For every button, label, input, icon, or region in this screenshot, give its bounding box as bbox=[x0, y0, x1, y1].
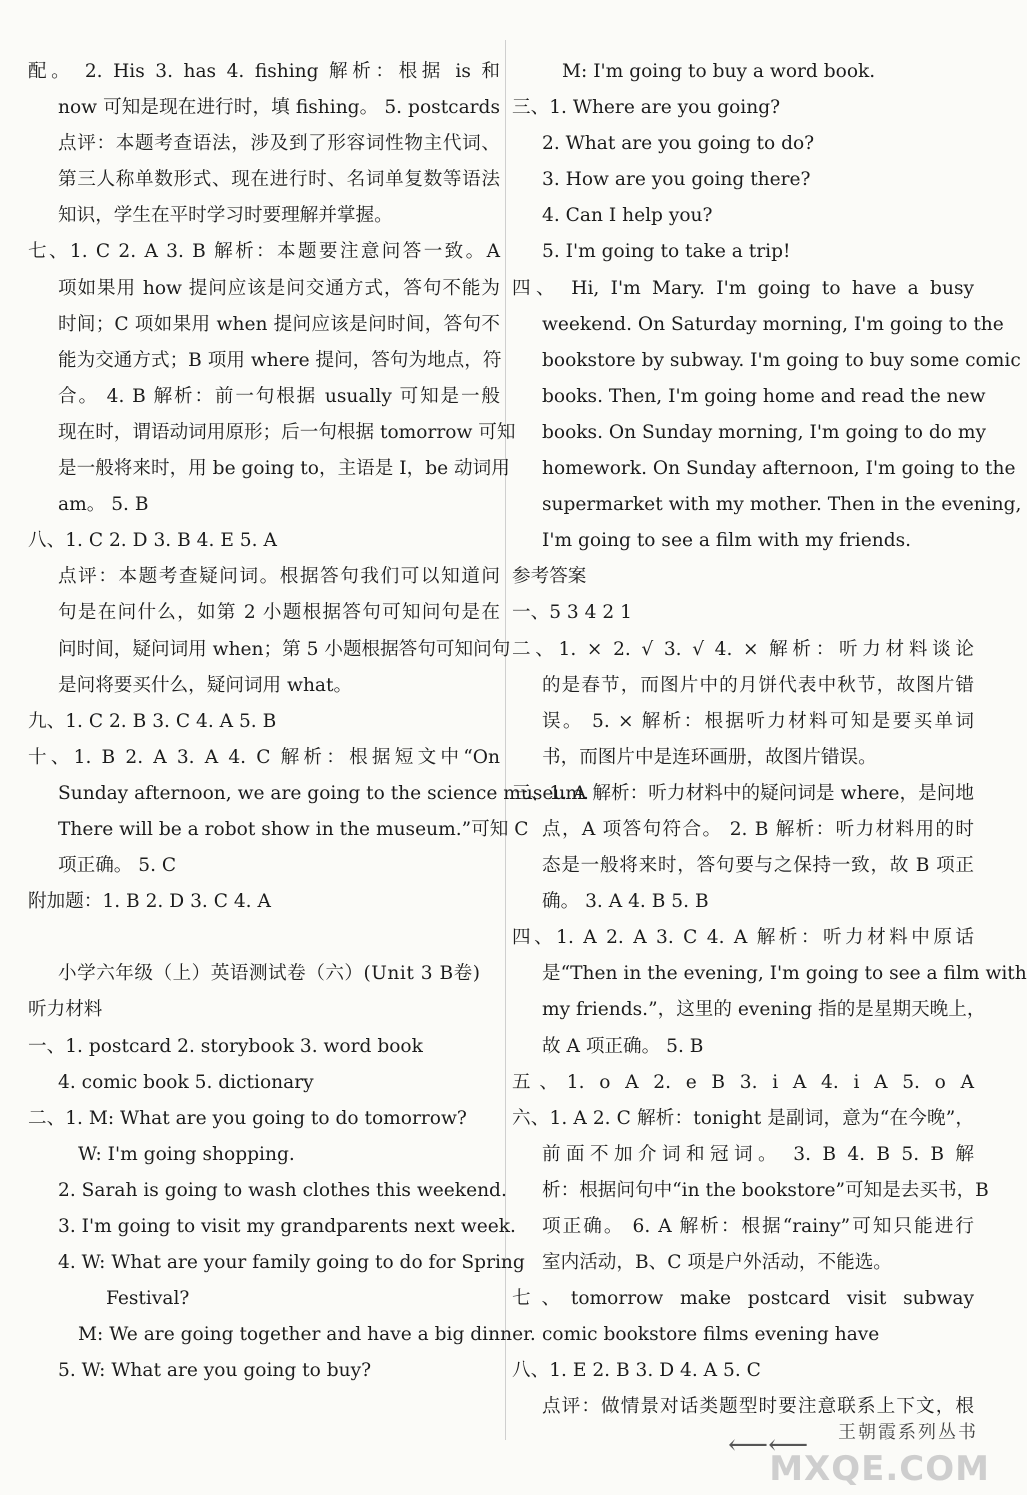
left-line: 现在时，谓语动词用原形；后一句根据 tomorrow 可知 bbox=[58, 421, 516, 443]
left-line: now 可知是现在进行时，填 fishing。 5. postcards bbox=[58, 97, 500, 119]
right-line: weekend. On Saturday morning, I'm going to the bbox=[542, 313, 1004, 335]
left-line: 能为交通方式；B 项用 where 提问，答句为地点，符 bbox=[58, 349, 502, 371]
left-line: 4. W: What are your family going to do for Spring bbox=[58, 1252, 525, 1274]
right-line: 5. I'm going to take a trip! bbox=[542, 241, 791, 263]
right-line: 是“Then in the evening, I'm going to see a film with bbox=[542, 963, 1027, 985]
left-line: 点评：本题考查疑问词。根据答句我们可以知道问 bbox=[58, 566, 500, 588]
left-line bbox=[28, 920, 500, 956]
right-line: 4. Can I help you? bbox=[542, 205, 713, 227]
left-line: 配。 2. His 3. has 4. fishing 解析：根据 is 和 bbox=[28, 61, 500, 82]
left-line: 二、1. M: What are you going to do tomorrow? bbox=[28, 1107, 467, 1129]
right-line: 误。 5. × 解析：根据听力材料可知是要买单词 bbox=[542, 710, 974, 732]
right-line: 态是一般将来时，答句要与之保持一致，故 B 项正 bbox=[542, 855, 974, 877]
left-line: 3. I'm going to visit my grandparents next week. bbox=[58, 1216, 516, 1237]
left-line: W: I'm going shopping. bbox=[78, 1143, 295, 1165]
left-line: 项如果用 how 提问应该是问交通方式，答句不能为 bbox=[58, 277, 500, 299]
right-line: homework. On Sunday afternoon, I'm going to the bbox=[542, 458, 1016, 480]
left-line: There will be a robot show in the museum.”可知 C bbox=[58, 818, 529, 840]
left-line: 听力材料 bbox=[28, 999, 103, 1021]
right-line: 2. What are you going to do? bbox=[542, 133, 815, 155]
right-line: 一、5 3 4 2 1 bbox=[512, 602, 632, 624]
right-column bbox=[512, 54, 1027, 1426]
left-line: Sunday afternoon, we are going to the science museum. bbox=[58, 782, 589, 804]
left-line: 4. comic book 5. dictionary bbox=[58, 1071, 314, 1093]
left-line: 时间；C 项如果用 when 提问应该是问时间，答句不 bbox=[58, 313, 500, 335]
left-line: M: We are going together and have a big dinner. bbox=[78, 1324, 536, 1346]
right-line: 三、1. Where are you going? bbox=[512, 97, 781, 119]
right-line: 室内活动，B、C 项是户外活动，不能选。 bbox=[542, 1252, 892, 1274]
right-line: 前面不加介词和冠词。 3. B 4. B 5. B 解 bbox=[542, 1143, 974, 1165]
right-line: 析：根据问句中“in the bookstore”可知是去买书，B bbox=[542, 1179, 989, 1201]
series-name: 王朝霞系列丛书 bbox=[838, 1422, 978, 1443]
left-line: 七、1. C 2. A 3. B 解析：本题要注意问答一致。A bbox=[28, 241, 500, 263]
right-line: 的是春节，而图片中的月饼代表中秋节，故图片错 bbox=[542, 674, 974, 696]
right-line: 三、1. A 解析：听力材料中的疑问词是 where，是问地 bbox=[512, 782, 974, 804]
arrow-icon: ⟵⟵ bbox=[728, 1428, 809, 1461]
right-line: 书，而图片中是连环画册，故图片错误。 bbox=[542, 746, 877, 768]
right-line: 二、1. × 2. √ 3. √ 4. × 解析：听力材料谈论 bbox=[512, 638, 974, 660]
right-line: 点评：做情景对话类题型时要注意联系上下文，根 bbox=[542, 1396, 974, 1418]
left-line: 是问将要买什么，疑问词用 what。 bbox=[58, 674, 353, 696]
left-line: 十、1. B 2. A 3. A 4. C 解析：根据短文中“On bbox=[28, 746, 500, 768]
right-line: 故 A 项正确。 5. B bbox=[542, 1035, 704, 1057]
left-line: Festival? bbox=[106, 1288, 190, 1310]
right-line: bookstore by subway. I'm going to buy some comic bbox=[542, 349, 1021, 371]
left-line: 句是在问什么，如第 2 小题根据答句可知问句是在 bbox=[58, 602, 500, 624]
left-line: 5. W: What are you going to buy? bbox=[58, 1360, 372, 1382]
right-line: books. Then, I'm going home and read the new bbox=[542, 385, 986, 407]
right-line: supermarket with my mother. Then in the evening, bbox=[542, 494, 1022, 516]
right-line: 五、1. o A 2. e B 3. i A 4. i A 5. o A bbox=[512, 1071, 974, 1093]
right-line: 参考答案 bbox=[512, 566, 587, 588]
left-line: 小学六年级（上）英语测试卷（六）(Unit 3 B卷) bbox=[58, 963, 481, 985]
right-line: 3. How are you going there? bbox=[542, 169, 811, 191]
right-line: 四、 Hi, I'm Mary. I'm going to have a busy bbox=[512, 277, 974, 299]
left-line: 项正确。 5. C bbox=[58, 855, 177, 877]
left-line: 合。 4. B 解析：前一句根据 usually 可知是一般 bbox=[58, 385, 500, 407]
right-line: 七、tomorrow make postcard visit subway bbox=[512, 1288, 974, 1310]
right-line: my friends.”，这里的 evening 指的是星期天晚上， bbox=[542, 999, 986, 1021]
left-line: 九、1. C 2. B 3. C 4. A 5. B bbox=[28, 710, 277, 732]
right-line: comic bookstore films evening have bbox=[542, 1324, 880, 1346]
right-line: books. On Sunday morning, I'm going to do my bbox=[542, 421, 987, 443]
right-line: I'm going to see a film with my friends. bbox=[542, 530, 912, 552]
left-line: am。 5. B bbox=[58, 494, 149, 516]
right-line: 六、1. A 2. C 解析：tonight 是副词，意为“在今晚”， bbox=[512, 1107, 974, 1129]
left-line: 附加题：1. B 2. D 3. C 4. A bbox=[28, 891, 271, 913]
right-line: 点，A 项答句符合。 2. B 解析：听力材料用的时 bbox=[542, 818, 974, 840]
left-line: 是一般将来时，用 be going to，主语是 I，be 动词用 bbox=[58, 458, 510, 480]
right-line: 八、1. E 2. B 3. D 4. A 5. C bbox=[512, 1360, 761, 1382]
right-line: 确。 3. A 4. B 5. B bbox=[542, 891, 709, 913]
left-line: 2. Sarah is going to wash clothes this weekend. bbox=[58, 1179, 507, 1201]
watermark: MXQE.COM bbox=[769, 1449, 990, 1489]
left-line: 点评：本题考查语法，涉及到了形容词性物主代词、 bbox=[58, 133, 500, 155]
left-line: 八、1. C 2. D 3. B 4. E 5. A bbox=[28, 530, 277, 552]
left-line: 知识，学生在平时学习时要理解并掌握。 bbox=[58, 205, 393, 227]
right-line: M: I'm going to buy a word book. bbox=[562, 61, 876, 82]
right-line: 项正确。 6. A 解析：根据“rainy”可知只能进行 bbox=[542, 1216, 974, 1237]
left-line: 第三人称单数形式、现在进行时、名词单复数等语法 bbox=[58, 169, 500, 191]
left-line: 一、1. postcard 2. storybook 3. word book bbox=[28, 1035, 423, 1057]
right-line: 四、1. A 2. A 3. C 4. A 解析：听力材料中原话 bbox=[512, 927, 974, 949]
left-line: 问时间，疑问词用 when；第 5 小题根据答句可知问句 bbox=[58, 638, 511, 660]
